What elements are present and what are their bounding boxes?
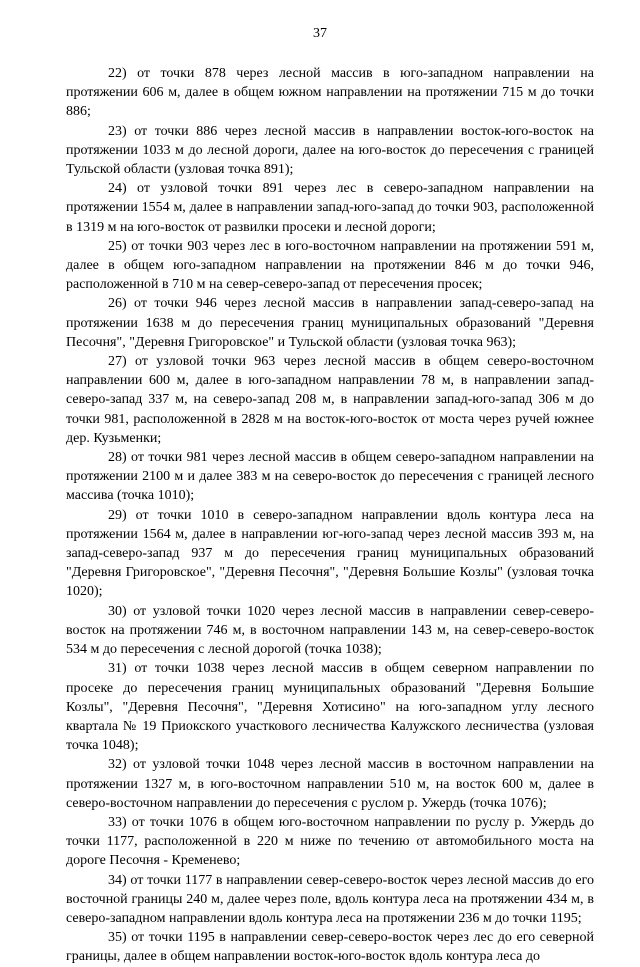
paragraph-26: 26) от точки 946 через лесной массив в направлении запад-северо-запад на протяжении 1638 м до пересечения границ муниципальных образований "Деревня Песочня", "Деревня Григоровское" и Тульской области (узловая точка 963);	[66, 296, 594, 350]
paragraph-30: 30) от узловой точки 1020 через лесной массив в направлении север-северо-восток на протяжении 746 м, в восточном направлении 143 м, на север-северо-восток 534 м до пересечения с лесной дорогой (точка 1038);	[66, 603, 594, 658]
paragraph-24: 24) от узловой точки 891 через лес в северо-западном направлении на протяжении 1554 м, далее в направлении запад-юго-запад до точки 903, расположенной в 1319 м на юго-восток от развилки просеки и лесной дороги;	[66, 181, 594, 235]
paragraph-32: 32) от узловой точки 1048 через лесной массив в восточном направлении на протяжении 1327 м, в юго-восточном направлении 510 м, на восток 600 м, далее в северо-восточном направлении до пересечения с руслом р. Ужердь (точка 1076);	[66, 757, 594, 811]
paragraph-33: 33) от точки 1076 в общем юго-восточном направлении по руслу р. Ужердь до точки 1177, расположенной в 220 м ниже по течению от автомобильного моста на дороге Песочня - Кременево;	[66, 814, 594, 869]
paragraph-27: 27) от узловой точки 963 через лесной массив в общем северо-восточном направлении 600 м, далее в юго-западном направлении 78 м, в направлении запад-северо-запад 337 м, на северо-запад 208 м, в направлении запад-юго-запад 306 м до точки 981, расположенной в 2828 м на восток-юго-восток от моста через ручей южнее дер. Кузьменки;	[66, 354, 594, 446]
paragraph-29: 29) от точки 1010 в северо-западном направлении вдоль контура леса на протяжении 1564 м, далее в направлении юг-юго-запад через лесной массив 393 м, на запад-северо-запад 937 м до пересечения границ муниципальных образований "Деревня Григоровское", "Деревня Песочня", "Деревня Большие Козлы" (узловая точка 1020);	[66, 507, 594, 600]
paragraph-34: 34) от точки 1177 в направлении север-северо-восток через лесной массив до его восточной границы 240 м, далее через поле, вдоль контура леса на протяжении 434 м, в северо-западном направлении вдоль контура леса на протяжении 236 м до точки 1195;	[66, 872, 594, 926]
paragraph-31: 31) от точки 1038 через лесной массив в общем северном направлении по просеке до пересечения границ муниципальных образований "Деревня Большие Козлы", "Деревня Песочня", "Деревня Хотисино" на юго-западном углу лесного квартала № 19 Приокского участкового лесничества Калужского лесничества (узловая точка 1048);	[66, 661, 594, 754]
paragraph-23: 23) от точки 886 через лесной массив в направлении восток-юго-восток на протяжении 1033 м до лесной дороги, далее на юго-восток до пересечения с границей Тульской области (узловая точка 891);	[66, 123, 594, 178]
paragraph-22: 22) от точки 878 через лесной массив в юго-западном направлении на протяжении 606 м, далее в общем южном направлении на протяжении 715 м до точки 886;	[66, 66, 594, 120]
paragraph-35: 35) от точки 1195 в направлении север-северо-восток через лес до его северной границы, далее в общем направлении восток-юго-восток вдоль контура леса до	[66, 930, 594, 965]
page-number: 37	[313, 26, 327, 41]
document-body	[66, 64, 594, 967]
paragraph-25: 25) от точки 903 через лес в юго-восточном направлении на протяжении 591 м, далее в общем юго-западном направлении на протяжении 846 м до точки 946, расположенной в 710 м на север-северо-запад от пересечения просек;	[66, 238, 594, 293]
paragraph-28: 28) от точки 981 через лесной массив в общем северо-западном направлении на протяжении 2100 м и далее 383 м на северо-восток до пересечения с границей лесного массива (точка 1010);	[66, 450, 594, 504]
